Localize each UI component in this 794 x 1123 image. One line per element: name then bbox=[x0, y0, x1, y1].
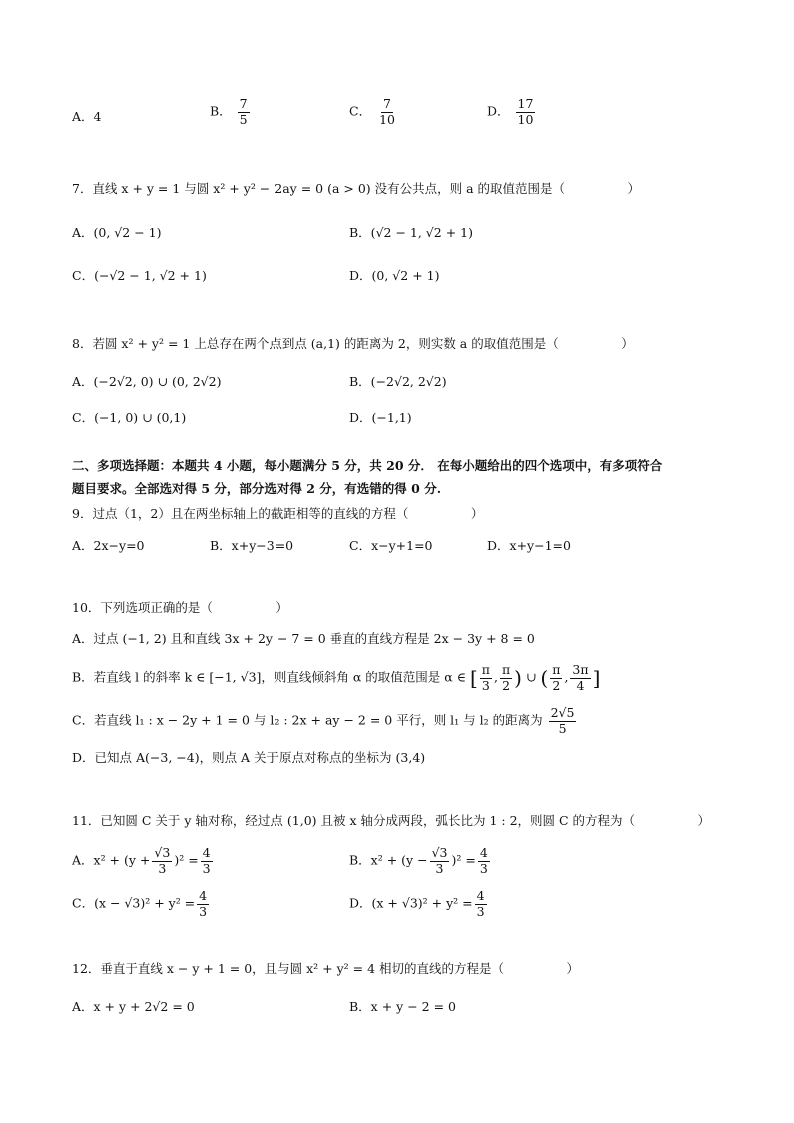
q10-b-frac-4: $\frac{3\pi}{4}$ bbox=[572, 662, 589, 693]
q11-d-rhs: $\frac{4}{3}$ bbox=[476, 888, 485, 919]
q9-option-d[interactable]: D．x+y−1=0 bbox=[487, 538, 571, 553]
q12-option-b[interactable]: B．x + y − 2 = 0 bbox=[349, 999, 456, 1014]
q11-b-rhs: $\frac{4}{3}$ bbox=[479, 845, 488, 876]
q7-option-b[interactable]: B．(√2 − 1, √2 + 1) bbox=[349, 225, 473, 240]
q11-option-b[interactable]: B．x² + (y − $\frac{√3}{3}$ )² = $\frac{4}{3}$ bbox=[349, 845, 488, 876]
q6-c-fraction: $\frac{7}{10}$ bbox=[379, 96, 395, 127]
q10-stem: 10．下列选项正确的是（ ） bbox=[72, 600, 288, 615]
q6-option-c[interactable]: C． $\frac{7}{10}$ bbox=[349, 96, 395, 127]
q9-option-a[interactable]: A．2x−y=0 bbox=[72, 538, 145, 553]
q6-option-b[interactable]: B． $\frac{7}{5}$ bbox=[210, 96, 248, 127]
q11-option-a[interactable]: A．x² + (y + $\frac{√3}{3}$ )² = $\frac{4}{3}$ bbox=[72, 845, 211, 876]
q6-d-fraction: $\frac{17}{10}$ bbox=[517, 96, 534, 127]
q10-b-frac-3: $\frac{\pi}{2}$ bbox=[552, 662, 561, 693]
q11-b-frac: $\frac{√3}{3}$ bbox=[431, 845, 448, 876]
q10-b-frac-1: $\frac{\pi}{3}$ bbox=[481, 662, 490, 693]
q11-a-frac: $\frac{√3}{3}$ bbox=[154, 845, 171, 876]
q10-c-fraction: $\frac{2√5}{5}$ bbox=[550, 705, 575, 736]
q11-option-d[interactable]: D．(x + √3)² + y² = $\frac{4}{3}$ bbox=[349, 888, 485, 919]
q9-option-c[interactable]: C．x−y+1=0 bbox=[349, 538, 433, 553]
q6-b-fraction: $\frac{7}{5}$ bbox=[239, 96, 248, 127]
q11-option-c[interactable]: C．(x − √3)² + y² = $\frac{4}{3}$ bbox=[72, 888, 208, 919]
q7-option-c[interactable]: C．(−√2 − 1, √2 + 1) bbox=[72, 268, 207, 283]
q9-option-b[interactable]: B．x+y−3=0 bbox=[210, 538, 294, 553]
q6-option-a[interactable]: A．4 bbox=[72, 109, 102, 124]
q10-option-c[interactable]: C．若直线 l₁ : x − 2y + 1 = 0 与 l₂ : 2x + ay − 2 = 0 平行，则 l₁ 与 l₂ 的距离为 $\frac{2√5}{5}$ bbox=[72, 705, 575, 736]
q10-option-a[interactable]: A．过点 (−1, 2) 且和直线 3x + 2y − 7 = 0 垂直的直线方程是 2x − 3y + 8 = 0 bbox=[72, 631, 535, 646]
q7-option-a[interactable]: A．(0, √2 − 1) bbox=[72, 225, 162, 240]
q7-option-d[interactable]: D．(0, √2 + 1) bbox=[349, 268, 440, 283]
q10-option-d[interactable]: D．已知点 A(−3, −4)，则点 A 关于原点对称点的坐标为 (3,4) bbox=[72, 750, 426, 765]
section-2-heading-cont: 题目要求。全部选对得 5 分，部分选对得 2 分，有选错的得 0 分. bbox=[72, 481, 442, 496]
q12-stem: 12．垂直于直线 x − y + 1 = 0，且与圆 x² + y² = 4 相切的直线的方程是（ ） bbox=[72, 961, 580, 976]
q9-stem: 9．过点（1，2）且在两坐标轴上的截距相等的直线的方程（ ） bbox=[72, 506, 484, 521]
q8-option-d[interactable]: D．(−1,1) bbox=[349, 410, 412, 425]
q10-option-b[interactable]: B．若直线 l 的斜率 k ∈ [−1, √3]，则直线倾斜角 α 的取值范围是 α ∈ [ $\frac{\pi}{3}$ , $\frac{\pi}{2}$ ) ∪ ( $\frac{\pi}{2}$ , $\frac{3\pi}{4}$ ] bbox=[72, 662, 601, 693]
q8-option-c[interactable]: C．(−1, 0) ∪ (0,1) bbox=[72, 410, 187, 425]
q8-stem: 8．若圆 x² + y² = 1 上总存在两个点到点 (a,1) 的距离为 2，则实数 a 的取值范围是（ ） bbox=[72, 336, 634, 351]
q10-b-frac-2: $\frac{\pi}{2}$ bbox=[501, 662, 511, 693]
q12-option-a[interactable]: A．x + y + 2√2 = 0 bbox=[72, 999, 195, 1014]
q8-option-b[interactable]: B．(−2√2, 2√2) bbox=[349, 374, 447, 389]
section-2-heading: 二、多项选择题：本题共 4 小题，每小题满分 5 分，共 20 分． 在每小题给出的四个选项中，有多项符合 bbox=[72, 458, 663, 473]
q11-a-rhs: $\frac{4}{3}$ bbox=[202, 845, 211, 876]
q8-option-a[interactable]: A．(−2√2, 0) ∪ (0, 2√2) bbox=[72, 374, 222, 389]
q11-c-rhs: $\frac{4}{3}$ bbox=[199, 888, 208, 919]
q7-stem: 7．直线 x + y = 1 与圆 x² + y² − 2ay = 0 (a > 0) 没有公共点，则 a 的取值范围是（ ） bbox=[72, 181, 641, 196]
q11-stem: 11．已知圆 C 关于 y 轴对称，经过点 (1,0) 且被 x 轴分成两段，弧长比为 1 : 2，则圆 C 的方程为（ ） bbox=[72, 813, 711, 828]
q6-option-d[interactable]: D． $\frac{17}{10}$ bbox=[487, 96, 534, 127]
